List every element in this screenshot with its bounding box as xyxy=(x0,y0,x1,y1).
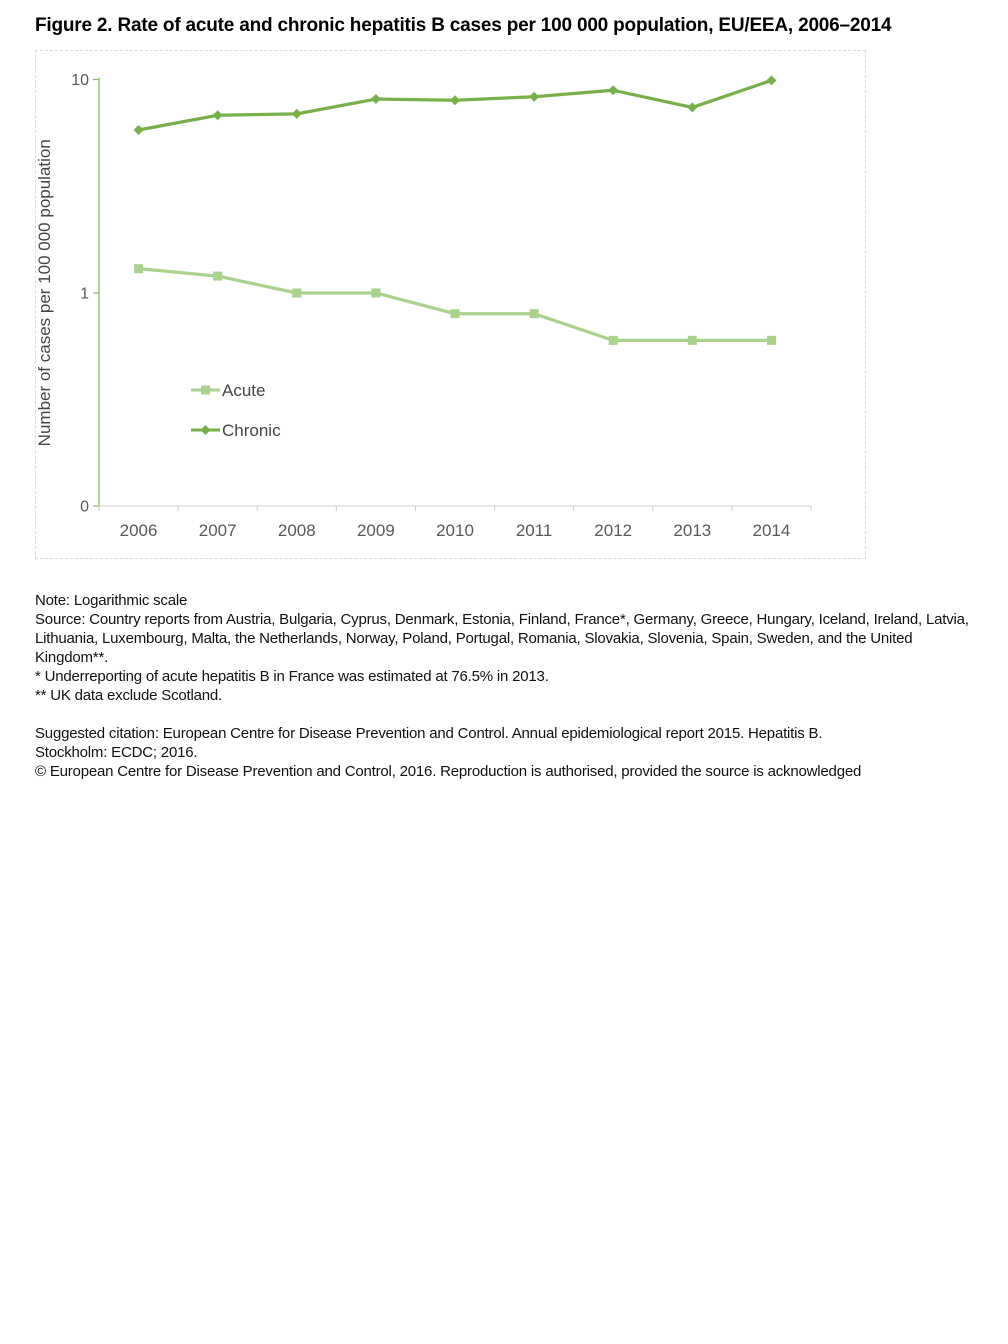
figure-title: Figure 2. Rate of acute and chronic hepatitis B cases per 100 000 population, EU/EEA, 2006–2014 xyxy=(35,15,892,36)
chart-svg xyxy=(36,51,865,558)
x-tick-label-2012: 2012 xyxy=(594,521,633,540)
x-tick-label-2007: 2007 xyxy=(198,521,237,540)
acute-marker-2012 xyxy=(609,336,618,345)
y-tick-label-0: 0 xyxy=(80,498,89,516)
acute-marker-2010 xyxy=(451,309,460,318)
legend-swatch-marker xyxy=(201,425,211,435)
figure-page xyxy=(35,14,985,781)
acute-marker-2006 xyxy=(134,264,143,273)
chronic-marker-2007 xyxy=(213,110,223,120)
chronic-marker-2011 xyxy=(529,92,539,102)
chronic-marker-2010 xyxy=(450,95,460,105)
x-tick-label-2011: 2011 xyxy=(515,521,553,540)
legend-swatch-marker xyxy=(201,386,210,395)
footnote-france: * Underreporting of acute hepatitis B in France was estimated at 76.5% in 2013. xyxy=(35,668,549,685)
chronic-marker-2012 xyxy=(608,85,618,95)
acute-marker-2007 xyxy=(213,272,222,281)
x-tick-label-2009: 2009 xyxy=(356,521,395,540)
legend-label-chronic: Chronic xyxy=(222,421,281,440)
y-tick-label-10: 10 xyxy=(71,72,89,89)
y-axis-title: Number of cases per 100 000 population xyxy=(36,139,54,447)
x-tick-label-2010: 2010 xyxy=(436,521,474,540)
legend-label-acute: Acute xyxy=(222,381,266,400)
acute-line xyxy=(139,269,772,341)
footnote-uk: ** UK data exclude Scotland. xyxy=(35,687,223,704)
copyright-line: © European Centre for Disease Prevention and Control, 2016. Reproduction is authorised, provided the source is acknowledged xyxy=(35,763,862,780)
y-tick-label-1: 1 xyxy=(80,285,89,303)
chronic-marker-2009 xyxy=(371,94,381,104)
source-note: Source: Country reports from Austria, Bulgaria, Cyprus, Denmark, Estonia, Finland, France*, Germany, Greece, Hungary, Iceland, Ireland, Latvia, Lithuania, Luxembourg, Malta, the Netherlands, Norway, Poland, Portugal, Romania, Slovakia, Slovenia, Spain, Sweden, and the United Kingdom**. xyxy=(35,611,969,666)
x-tick-label-2008: 2008 xyxy=(277,521,316,540)
notes-block xyxy=(35,591,985,705)
citation-block xyxy=(35,724,985,781)
suggested-citation-line1: Suggested citation: European Centre for Disease Prevention and Control. Annual epidemiological report 2015. Hepatitis B. xyxy=(35,725,823,742)
note-log-scale: Note: Logarithmic scale xyxy=(35,592,188,609)
acute-marker-2009 xyxy=(371,289,380,298)
chart-frame xyxy=(35,50,866,559)
chronic-line xyxy=(139,80,772,130)
acute-marker-2008 xyxy=(292,289,301,298)
x-tick-label-2014: 2014 xyxy=(752,521,791,540)
acute-marker-2011 xyxy=(530,309,539,318)
chronic-marker-2006 xyxy=(134,125,144,135)
chronic-marker-2008 xyxy=(292,109,302,119)
acute-marker-2014 xyxy=(767,336,776,345)
chronic-marker-2014 xyxy=(766,75,776,85)
x-tick-label-2013: 2013 xyxy=(673,521,712,540)
suggested-citation-line2: Stockholm: ECDC; 2016. xyxy=(35,744,198,761)
chronic-marker-2013 xyxy=(687,102,697,112)
acute-marker-2013 xyxy=(688,336,697,345)
x-tick-label-2006: 2006 xyxy=(119,521,158,540)
